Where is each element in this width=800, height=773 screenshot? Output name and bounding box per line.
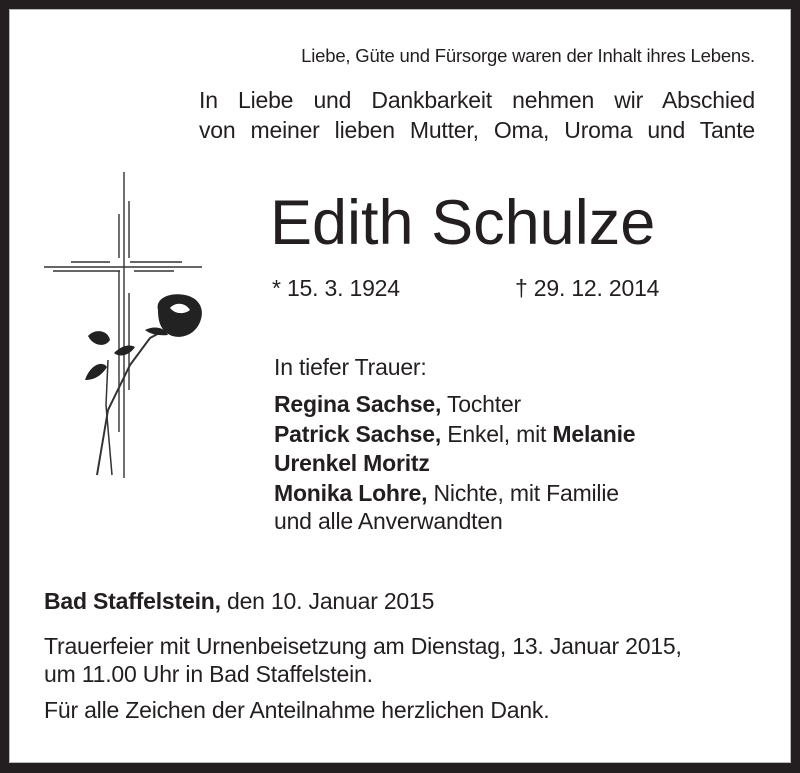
cross-with-rose-icon [30,160,220,490]
mourner-line [274,510,503,533]
mourner-line [274,423,635,446]
mourner-relation: Tochter [441,391,522,417]
mourner-relation: und alle Anverwandten [274,508,503,534]
mourner-name: Patrick Sachse, [274,421,442,447]
mourner-name: Melanie [552,421,636,447]
thanks-line: Für alle Zeichen der Anteilnahme herzlichen Dank. [44,697,550,723]
mourner-relation: Nichte, mit Familie [427,480,619,506]
deceased-name: Edith Schulze [270,188,656,258]
mourners-heading: In tiefer Trauer: [274,354,427,380]
mourner-name: Regina Sachse, [274,391,442,417]
funeral-line-1: Trauerfeier mit Urnenbeisetzung am Dienstag, 13. Januar 2015, [44,633,682,659]
motto: Liebe, Güte und Fürsorge waren der Inhalt ihres Lebens. [301,45,755,66]
mourner-relation: Enkel, mit [441,421,553,447]
mourner-name: Urenkel Moritz [274,450,430,476]
date: den 10. Januar 2015 [220,588,435,614]
mourner-line [274,393,521,416]
birth-date: * 15. 3. 1924 [272,275,400,301]
mourner-name: Monika Lohre, [274,480,428,506]
intro-line-1: In Liebe und Dankbarkeit nehmen wir Abschied [199,87,755,113]
mourner-line [274,452,430,475]
place-date [44,590,434,613]
death-date: † 29. 12. 2014 [515,275,660,301]
funeral-line-2: um 11.00 Uhr in Bad Staffelstein. [44,661,373,687]
mourner-line [274,482,619,505]
place: Bad Staffelstein, [44,588,221,614]
intro-line-2: von meiner lieben Mutter, Oma, Uroma und Tante [199,117,755,143]
